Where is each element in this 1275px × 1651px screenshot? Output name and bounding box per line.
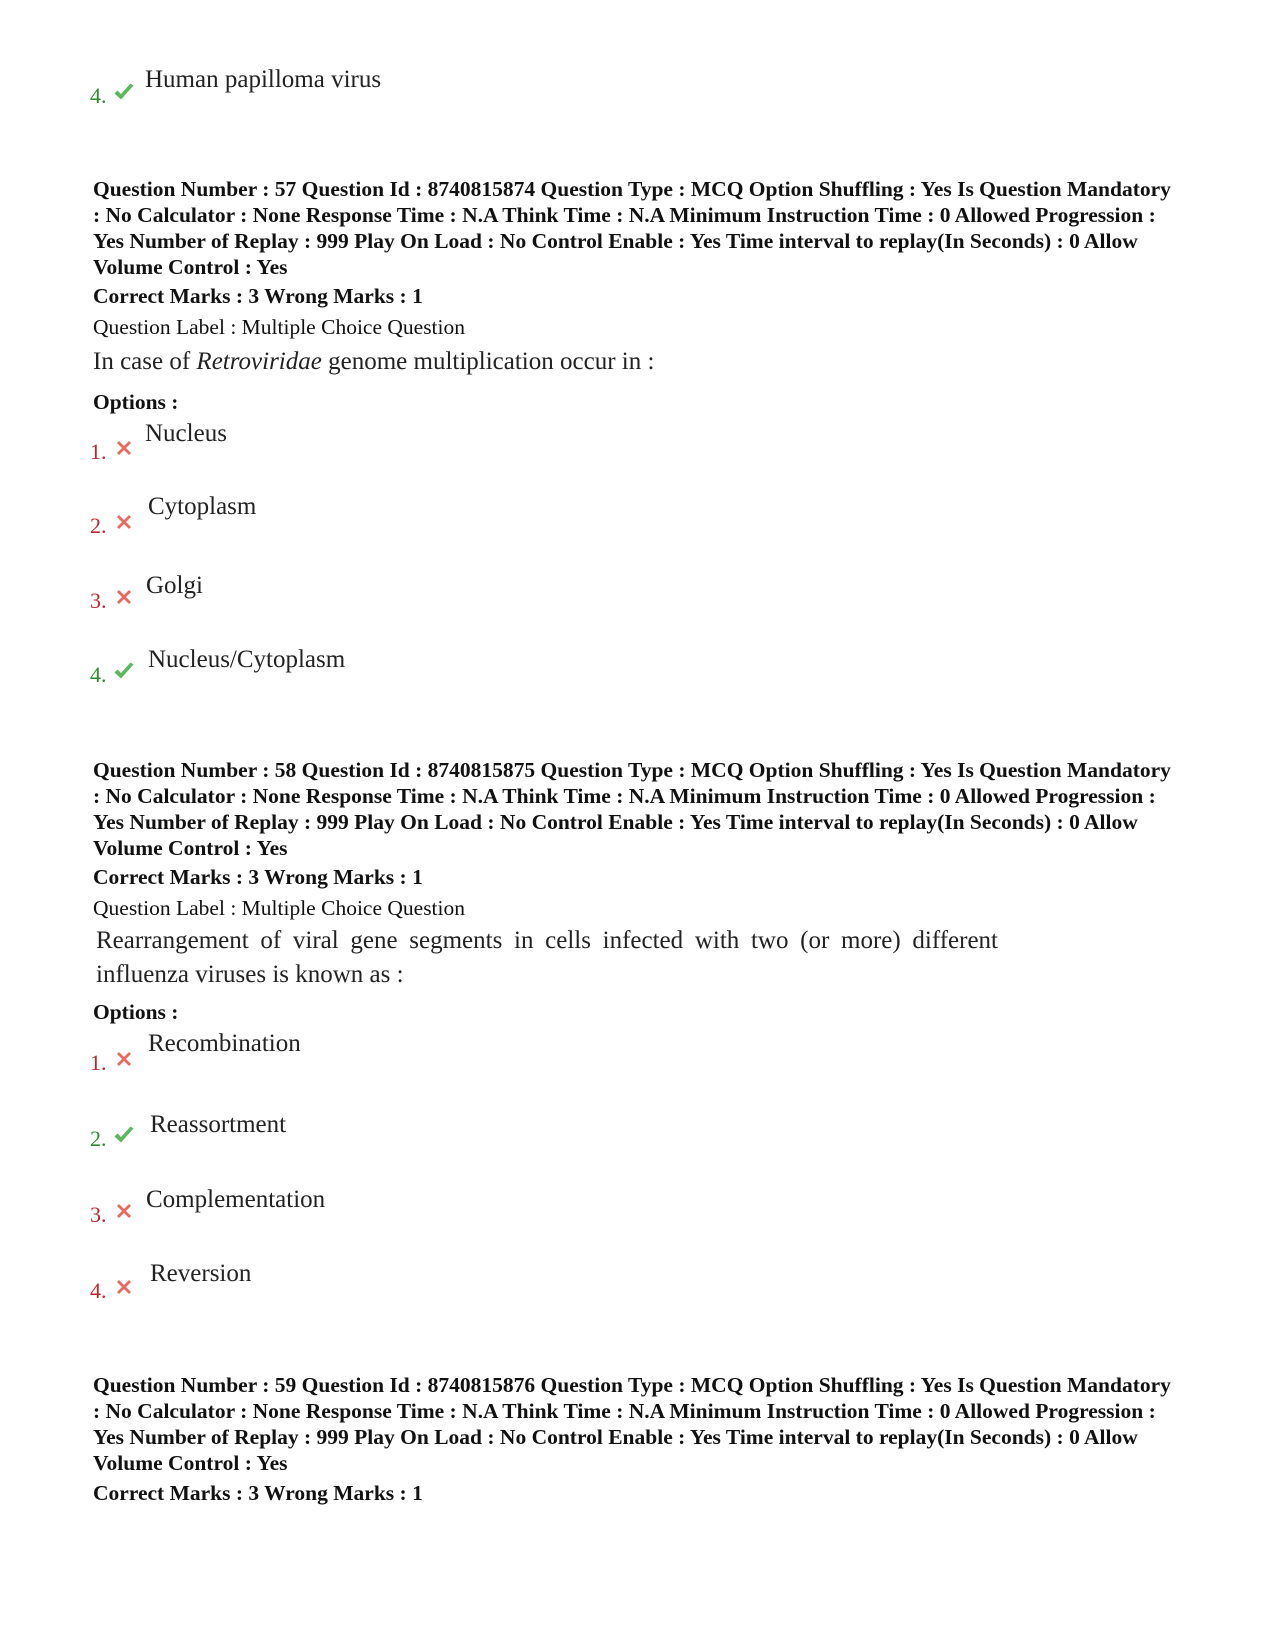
option-number: 4. — [90, 83, 107, 108]
option-text: Cytoplasm — [148, 493, 257, 520]
option-text: Complementation — [146, 1186, 326, 1213]
question-meta: Question Number : 57 Question Id : 8740815874 Question Type : MCQ Option Shuffling : Yes Is Question Mandatory : No Calculator : None Response Time : N.A Think Time : N.A Minimum Instruction Time : 0 Allowed Progression : Yes Number of Replay : 999 Play On Load : No Control Enable : Yes Time interval to replay(In Seconds) : 0 Allow Volume Control : Yes — [93, 177, 1171, 279]
options-header: Options : — [93, 390, 179, 414]
question-marks: Correct Marks : 3 Wrong Marks : 1 — [93, 1481, 423, 1505]
option-text: Human papilloma virus — [145, 66, 382, 93]
check-icon — [112, 1123, 136, 1147]
cross-icon — [112, 1047, 136, 1071]
question-text-line-2: influenza viruses is known as : — [96, 961, 404, 988]
option-text: Reassortment — [150, 1111, 287, 1138]
option-number: 4. — [90, 1278, 107, 1303]
option-text: Reversion — [150, 1260, 252, 1287]
question-text-line-1: Rearrangement of viral gene segments in cells infected with two (or more) different — [96, 927, 998, 954]
check-icon — [112, 80, 136, 104]
option-text: Nucleus — [145, 420, 227, 447]
option-text: Recombination — [148, 1030, 301, 1057]
cross-icon — [112, 510, 136, 534]
question-marks: Correct Marks : 3 Wrong Marks : 1 — [93, 865, 423, 889]
options-header: Options : — [93, 1000, 179, 1024]
option-number: 3. — [90, 1202, 107, 1227]
cross-icon — [112, 1199, 136, 1223]
question-meta: Question Number : 59 Question Id : 8740815876 Question Type : MCQ Option Shuffling : Yes Is Question Mandatory : No Calculator : None Response Time : N.A Think Time : N.A Minimum Instruction Time : 0 Allowed Progression : Yes Number of Replay : 999 Play On Load : No Control Enable : Yes Time interval to replay(In Seconds) : 0 Allow Volume Control : Yes — [93, 1373, 1171, 1475]
option-number: 1. — [90, 439, 107, 464]
question-marks: Correct Marks : 3 Wrong Marks : 1 — [93, 284, 423, 308]
question-text: In case of Retroviridae genome multiplication occur in : — [93, 348, 655, 375]
cross-icon — [112, 436, 136, 460]
check-icon — [112, 659, 136, 683]
option-number: 2. — [90, 513, 107, 538]
option-number: 2. — [90, 1126, 107, 1151]
question-meta: Question Number : 58 Question Id : 8740815875 Question Type : MCQ Option Shuffling : Yes Is Question Mandatory : No Calculator : None Response Time : N.A Think Time : N.A Minimum Instruction Time : 0 Allowed Progression : Yes Number of Replay : 999 Play On Load : No Control Enable : Yes Time interval to replay(In Seconds) : 0 Allow Volume Control : Yes — [93, 758, 1171, 860]
option-number: 1. — [90, 1050, 107, 1075]
option-text: Nucleus/Cytoplasm — [148, 646, 346, 673]
option-number: 3. — [90, 588, 107, 613]
question-label: Question Label : Multiple Choice Question — [93, 896, 466, 920]
taxon-name: Retroviridae — [196, 348, 322, 375]
question-label: Question Label : Multiple Choice Question — [93, 315, 466, 339]
option-text: Golgi — [146, 572, 203, 599]
cross-icon — [112, 1275, 136, 1299]
cross-icon — [112, 585, 136, 609]
option-number: 4. — [90, 662, 107, 687]
